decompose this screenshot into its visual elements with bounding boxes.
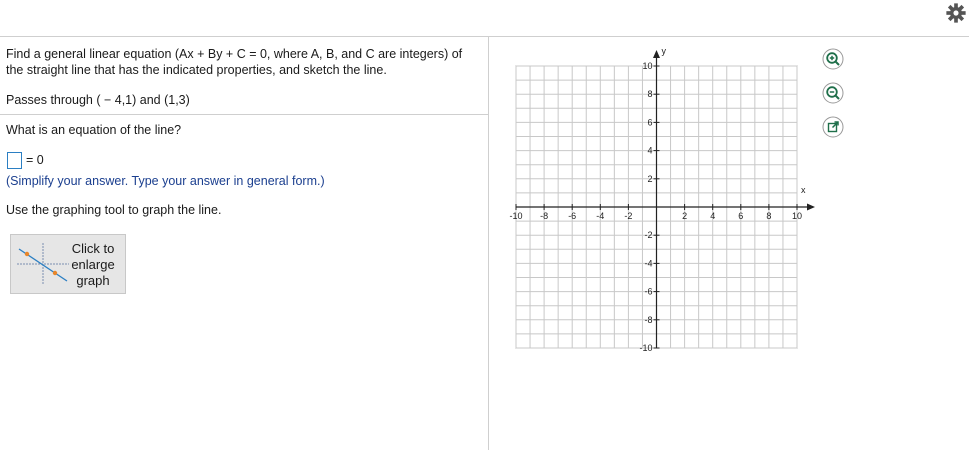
panel-divider xyxy=(488,36,489,450)
given-points: Passes through ( − 4,1) and (1,3) xyxy=(6,93,190,107)
equals-zero-label: = 0 xyxy=(26,153,44,167)
y-tick-label: -10 xyxy=(639,343,653,353)
question-text-line2: the straight line that has the indicated properties, and sketch the line. xyxy=(6,63,387,77)
y-axis-arrow xyxy=(653,50,660,58)
y-tick-label: -2 xyxy=(644,230,653,241)
x-axis-arrow xyxy=(807,204,815,211)
equation-prompt: What is an equation of the line? xyxy=(6,123,182,137)
header-divider xyxy=(0,36,969,37)
y-tick-label: 6 xyxy=(647,117,653,128)
question-text-line1: Find a general linear equation (Ax + By + C = 0, where A, B, and C are integers) of xyxy=(6,47,463,61)
x-tick-label: -8 xyxy=(540,211,549,221)
y-tick-label: 10 xyxy=(642,61,653,71)
y-tick-label: 4 xyxy=(647,145,653,156)
enlarge-graph-label: Click to enlarge graph xyxy=(71,241,115,288)
x-tick-label: -10 xyxy=(509,211,523,221)
x-tick-label: -6 xyxy=(568,211,577,221)
zoom-in-icon[interactable] xyxy=(822,48,844,70)
x-tick-label: 2 xyxy=(682,211,688,221)
answer-row xyxy=(7,151,44,169)
open-external-icon[interactable] xyxy=(822,116,844,138)
settings-gear-icon[interactable] xyxy=(945,2,967,24)
x-tick-label: 6 xyxy=(738,211,744,221)
graph-instruction: Use the graphing tool to graph the line. xyxy=(6,203,222,217)
x-tick-label: 10 xyxy=(791,211,803,221)
y-tick-label: 2 xyxy=(647,173,653,184)
y-tick-label: -4 xyxy=(644,258,653,269)
x-tick-label: 4 xyxy=(710,211,716,221)
x-tick-label: -4 xyxy=(596,211,605,221)
coordinate-graph[interactable] xyxy=(500,40,830,360)
x-axis-label: x xyxy=(801,185,806,195)
x-tick-label: 8 xyxy=(766,211,772,221)
y-axis-label: y xyxy=(661,46,666,56)
y-tick-label: -6 xyxy=(644,286,653,297)
y-tick-label: -8 xyxy=(644,314,653,325)
question-divider xyxy=(0,114,488,115)
equation-answer-input[interactable] xyxy=(7,152,22,169)
mini-graph-icon xyxy=(15,241,71,287)
y-tick-label: 8 xyxy=(647,89,653,100)
answer-hint: (Simplify your answer. Type your answer in general form.) xyxy=(6,174,325,188)
x-tick-label: -2 xyxy=(624,211,633,221)
enlarge-graph-button[interactable] xyxy=(10,234,126,294)
zoom-out-icon[interactable] xyxy=(822,82,844,104)
